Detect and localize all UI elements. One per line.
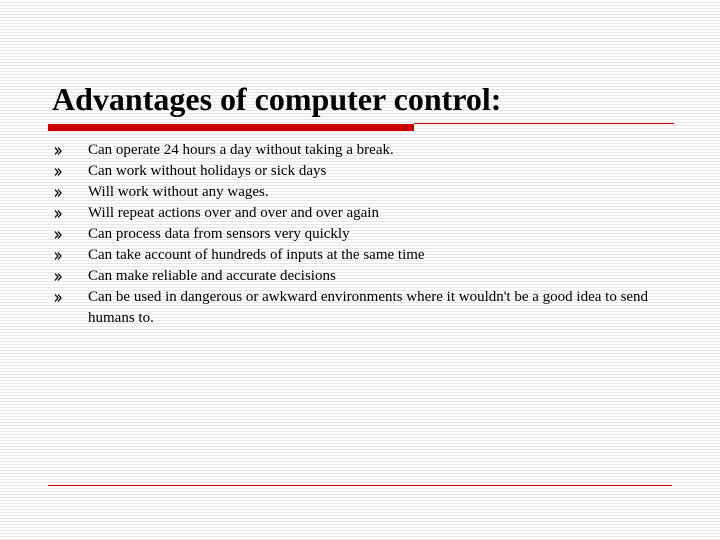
double-chevron-right-icon (54, 203, 64, 224)
bullet-item (52, 287, 672, 329)
bullet-text: Will repeat actions over and over and over again (88, 205, 379, 221)
bullet-item (52, 266, 672, 287)
double-chevron-right-icon (54, 224, 64, 245)
bullet-item (52, 161, 672, 182)
bullet-item (52, 140, 672, 161)
bullet-item (52, 203, 672, 224)
bullet-text: Can be used in dangerous or awkward environments where it wouldn't be a good idea to send humans to. (88, 289, 649, 326)
bullet-item (52, 182, 672, 203)
title-underline-thin (414, 123, 674, 124)
slide-title: Advantages of computer control: (52, 81, 502, 117)
bullet-item (52, 245, 672, 266)
double-chevron-right-icon (54, 287, 64, 308)
bullet-text: Can operate 24 hours a day without taking a break. (88, 142, 394, 158)
bullet-text: Will work without any wages. (88, 184, 269, 200)
double-chevron-right-icon (54, 245, 64, 266)
bullet-text: Can process data from sensors very quickly (88, 226, 350, 242)
footer-divider (48, 485, 672, 486)
bullet-text: Can make reliable and accurate decisions (88, 268, 336, 284)
double-chevron-right-icon (54, 161, 64, 182)
double-chevron-right-icon (54, 140, 64, 161)
title-underline-thick (48, 124, 414, 131)
bullet-list (52, 140, 672, 329)
bullet-text: Can take account of hundreds of inputs at the same time (88, 247, 425, 263)
bullet-item (52, 224, 672, 245)
bullet-text: Can work without holidays or sick days (88, 163, 327, 179)
double-chevron-right-icon (54, 266, 64, 287)
double-chevron-right-icon (54, 182, 64, 203)
